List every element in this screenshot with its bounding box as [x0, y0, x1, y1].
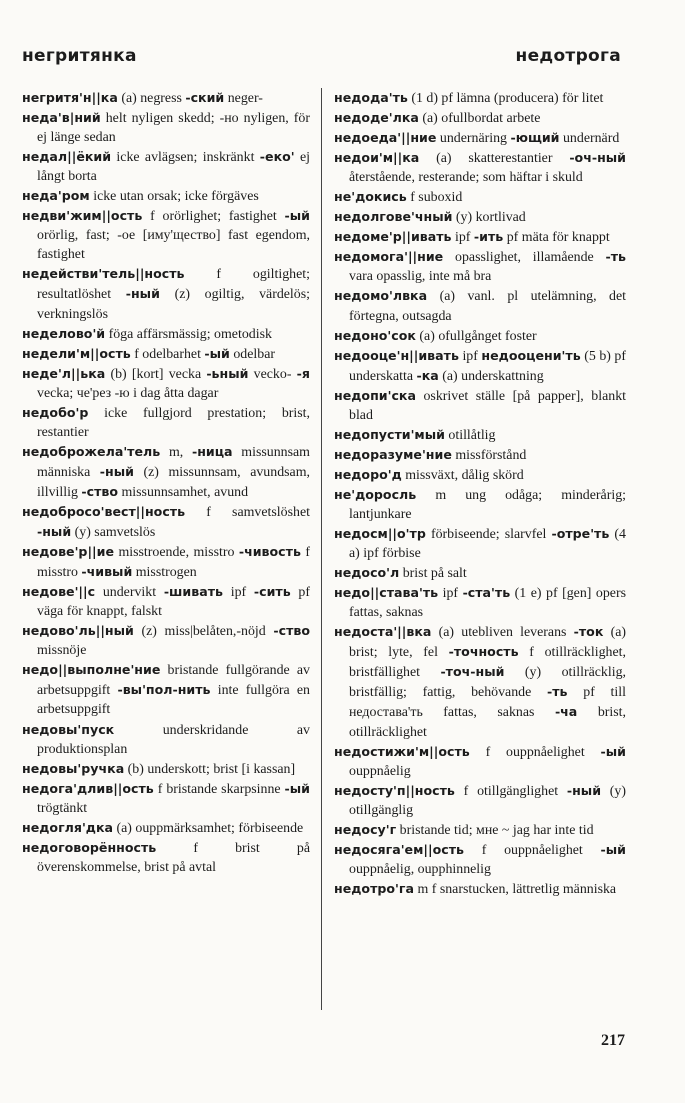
dictionary-entry — [334, 445, 626, 465]
definition: (z) missunnsam, avundsam, illvillig — [37, 464, 310, 500]
headword: -шивать — [163, 584, 223, 600]
headword: недове'р||ие — [22, 544, 115, 560]
headword: -вы'пол-нить — [117, 682, 211, 698]
dictionary-entry — [334, 207, 626, 227]
dictionary-entry — [22, 720, 310, 759]
definition: pf till недостава'ть fattas, saknas — [349, 685, 626, 721]
definition: undervikt — [95, 585, 164, 601]
definition: (1 d) pf lämna (producera) för litet — [407, 91, 604, 106]
dictionary-entry — [22, 660, 310, 719]
headword: неда'ром — [22, 188, 90, 204]
definition: (1 e) pf [gen] opers fattas, saknas — [349, 586, 626, 621]
definition: ipf — [222, 585, 254, 601]
definition: f samvetslöshet — [185, 504, 310, 520]
dictionary-entry — [334, 485, 626, 524]
headword: -ство — [81, 483, 119, 499]
definition: underskridande av produktionsplan — [37, 722, 310, 757]
definition: (a) negress — [117, 91, 186, 106]
headword: негритя'н||ка — [22, 90, 118, 105]
dictionary-entry — [22, 403, 310, 442]
headword: недои'м||ка — [334, 150, 420, 166]
headword: -ница — [191, 443, 233, 459]
definition: icke avlägsen; inskränkt — [111, 150, 260, 166]
left-column — [22, 88, 310, 877]
definition: ipf — [451, 230, 474, 246]
definition: (a) ofullbordat arbete — [418, 111, 541, 127]
headword: недоно'сок — [334, 327, 416, 343]
definition: undernäring — [436, 131, 511, 147]
dictionary-entry — [22, 818, 310, 838]
headword: неда'в|ний — [22, 110, 101, 126]
column-divider — [321, 88, 322, 1010]
headword: -чивый — [81, 564, 133, 580]
headword: -оч-ный — [569, 150, 626, 166]
headword: недоеда'||ние — [334, 130, 437, 146]
dictionary-entry — [334, 879, 626, 899]
dictionary-entry — [334, 742, 626, 781]
definition: (y) kortlivad — [452, 210, 526, 226]
dictionary-entry — [22, 108, 310, 147]
definition: missnöje — [37, 643, 87, 659]
definition: ipf — [458, 348, 482, 364]
dictionary-entry — [334, 563, 626, 583]
dictionary-entry — [22, 264, 310, 323]
headword: -ый — [204, 345, 230, 361]
headword: -ка — [416, 367, 439, 383]
headword: недопусти'мый — [334, 426, 445, 442]
headword: недосту'п||ность — [334, 782, 455, 798]
headword: недомога'||ние — [334, 249, 444, 265]
dictionary-entry — [334, 187, 626, 207]
headword: недомо'лвка — [334, 288, 428, 304]
dictionary-entry — [334, 247, 626, 286]
definition: (a) brist; lyte, fel — [349, 625, 627, 661]
dictionary-entry — [22, 542, 310, 582]
definition: f misstro — [37, 545, 310, 581]
definition: f suboxid — [406, 190, 463, 206]
right-guide-word: недотрога — [515, 46, 621, 66]
definition: inte fullgöra en arbetsuppgift — [37, 683, 310, 718]
headword: -ить — [473, 229, 504, 245]
headword: недействи'тель||ность — [22, 266, 185, 282]
headword: неде'л||ька — [22, 365, 106, 381]
headword: недобросо'вест||ность — [22, 503, 186, 519]
definition: föga affärsmässig; ometodisk — [105, 326, 272, 342]
headword: -отре'ть — [551, 526, 610, 542]
dictionary-entry — [334, 583, 626, 622]
definition: m ung odåga; minderårig; lantjunkare — [349, 487, 626, 522]
definition: f otillgänglighet — [454, 783, 567, 799]
dictionary-entry — [334, 840, 626, 879]
dictionary-entry — [22, 186, 310, 206]
definition: orörlig, fast; -ое [иму'щество] fast egendom, fastighet — [37, 228, 310, 263]
dictionary-entry — [334, 346, 626, 386]
definition: pf väga för knappt, falskt — [37, 585, 310, 620]
definition: förbiseende; slarvfel — [425, 527, 552, 543]
definition: missförstånd — [451, 447, 527, 463]
definition: (a) utebliven leverans — [431, 625, 574, 641]
headword: -я — [296, 365, 310, 381]
definition: brist, otillräcklighet — [349, 705, 626, 740]
headword: -точ-ный — [440, 664, 505, 680]
headword: -ть — [547, 684, 568, 700]
definition: undernärd — [559, 131, 620, 147]
headword: недобо'р — [22, 404, 89, 420]
headword: -ток — [573, 624, 604, 640]
headword: -ьный — [206, 365, 249, 381]
definition: m f snarstucken, lättretlig människa — [413, 881, 617, 897]
headword: недо||става'ть — [334, 585, 439, 601]
headword: не'докись — [334, 189, 407, 205]
dictionary-entry — [334, 88, 626, 108]
definition: (a) ouppmärksamhet; förbiseende — [113, 820, 304, 836]
dictionary-entry — [22, 324, 310, 344]
dictionary-entry — [22, 442, 310, 502]
dictionary-entry — [22, 759, 310, 779]
definition: (y) otillräcklig, bristfällig; fattig, behövande — [349, 665, 626, 701]
definition: (5 b) pf underskatta — [349, 348, 626, 384]
dictionary-entry — [22, 621, 310, 660]
definition: oskrivet ställe [på papper], blankt blad — [349, 388, 626, 423]
headword: недосу'г — [334, 821, 397, 837]
dictionary-entry — [22, 364, 310, 403]
dictionary-entry — [334, 326, 626, 346]
definition: odelbar — [229, 346, 275, 362]
headword: -ский — [185, 90, 225, 105]
headword: -ный — [99, 463, 134, 479]
definition: f otillräcklighet, bristfällighet — [349, 645, 626, 681]
definition: otillåtlig — [444, 427, 496, 443]
definition: (4 a) ipf förbise — [349, 527, 626, 562]
headword: недопи'ска — [334, 387, 416, 403]
headword: недоме'р||ивать — [334, 229, 452, 245]
dictionary-entry — [334, 128, 626, 148]
definition: trögtänkt — [37, 800, 88, 816]
definition: f ouppnåelighet — [463, 842, 601, 858]
dictionary-entry — [334, 108, 626, 128]
headword: -ный — [125, 286, 160, 302]
headword: недели'м||ость — [22, 345, 131, 361]
headword: не'доросль — [334, 486, 417, 502]
definition: f odelbarhet — [130, 346, 205, 362]
definition: f ogiltighet; resultatlöshet — [37, 267, 310, 303]
dictionary-entry — [334, 386, 626, 425]
headword: недоброжела'тель — [22, 443, 161, 459]
dictionary-entry — [334, 820, 626, 840]
definition: f ouppnåelighet — [469, 744, 601, 760]
definition: missunnsam människa — [37, 444, 310, 480]
dictionary-entry — [334, 465, 626, 485]
headword: недода'ть — [334, 90, 408, 105]
headword: недолгове'чный — [334, 209, 453, 225]
page-number: 217 — [601, 1032, 625, 1049]
headword: -ть — [605, 249, 626, 265]
definition: (y) samvetslös — [71, 525, 156, 541]
definition: neger- — [224, 91, 263, 106]
definition: missväxt, dålig skörd — [401, 467, 524, 483]
dictionary-entry — [22, 147, 310, 186]
left-guide-word: негритянка — [22, 46, 137, 66]
definition: misstrogen — [132, 565, 197, 581]
headword: недосяга'ем||ость — [334, 841, 464, 857]
definition: (b) [kort] vecka — [105, 366, 207, 382]
dictionary-entry — [334, 148, 626, 187]
dictionary-entry — [22, 779, 310, 818]
right-column — [334, 88, 626, 899]
headword: недове'||с — [22, 584, 96, 600]
headword: -ый — [284, 780, 310, 796]
headword: недал||ёкий — [22, 149, 112, 165]
definition: f orörlighet; fastighet — [142, 209, 285, 225]
definition: icke utan orsak; icke förgäves — [89, 189, 259, 205]
headword: недооцени'ть — [481, 347, 581, 363]
definition: (y) otillgänglig — [349, 783, 627, 818]
headword: -ый — [284, 208, 310, 224]
headword: -ый — [600, 743, 626, 759]
definition: brist på salt — [399, 566, 467, 582]
definition: ouppnåelig — [349, 763, 411, 779]
dictionary-entry — [334, 425, 626, 445]
headword: -точность — [448, 644, 519, 660]
headword: недотро'га — [334, 880, 414, 896]
headword: недово'ль||ный — [22, 623, 134, 639]
headword: недо||выполне'ние — [22, 662, 161, 678]
definition: f bristande skarpsinne — [153, 781, 285, 797]
definition: (z) miss|belåten,-nöjd — [133, 624, 274, 640]
headword: недовы'пуск — [22, 721, 115, 737]
dictionary-entry — [22, 88, 310, 108]
definition: pf mäta för knappt — [503, 230, 610, 246]
headword: -сить — [253, 584, 291, 600]
definition: ouppnåelig, oupphinnelig — [349, 861, 491, 877]
headword: -ющий — [510, 130, 560, 146]
headword: недосо'л — [334, 565, 400, 581]
definition: (z) ogiltig, värdelös; verkningslös — [37, 287, 311, 322]
definition: bristande fullgörande av arbetsuppgift — [37, 663, 310, 699]
definition: misstroende, misstro — [114, 545, 239, 561]
headword: недовы'ручка — [22, 760, 125, 776]
definition: (a) skatterestantier — [419, 151, 570, 167]
headword: недога'длив||ость — [22, 780, 154, 796]
dictionary-entry — [22, 838, 310, 877]
headword: -ный — [566, 782, 602, 798]
headword: -ста'ть — [462, 585, 511, 601]
headword: недооце'н||ивать — [334, 347, 459, 363]
headword: -ство — [273, 623, 310, 639]
headword: недогля'дка — [22, 819, 114, 835]
definition: bristande tid; мне ~ jag har inte tid — [396, 822, 594, 838]
dictionary-entry — [334, 286, 626, 325]
headword: -ча — [554, 704, 578, 720]
headword: -еко' — [259, 149, 295, 165]
dictionary-entry — [334, 781, 626, 820]
definition: f brist på överenskommelse, brist på avtal — [37, 840, 310, 875]
dictionary-entry — [334, 622, 626, 741]
headword: недоразуме'ние — [334, 446, 452, 462]
headword: -чивость — [238, 544, 301, 560]
definition: icke fullgjord prestation; brist, restantier — [37, 405, 310, 440]
headword: недви'жим||ость — [22, 208, 143, 224]
definition: ipf — [438, 586, 463, 602]
definition: opasslighet, illamående — [443, 250, 606, 266]
definition: vecka; че'рез -ю i dag åtta dagar — [37, 385, 219, 401]
definition: (b) underskott; brist [i kassan] — [124, 761, 296, 777]
definition: missunnsamhet, avund — [118, 484, 249, 500]
dictionary-entry — [22, 206, 310, 264]
definition: återstående, resterande; som häftar i skuld — [349, 170, 583, 186]
dictionary-entry — [334, 524, 626, 563]
dictionary-entry — [22, 502, 310, 542]
headword: недоговорённость — [22, 839, 157, 855]
definition: (a) vanl. pl utelämning, det förtegna, outsagda — [349, 289, 626, 324]
definition: m, — [160, 444, 192, 460]
dictionary-entry — [22, 344, 310, 364]
headword: неделово'й — [22, 325, 106, 341]
headword: недостижи'м||ость — [334, 743, 470, 759]
headword: недоста'||вка — [334, 624, 432, 640]
dictionary-entry — [334, 227, 626, 247]
definition: vecko- — [248, 366, 297, 382]
definition: (a) underskattning — [438, 368, 544, 384]
headword: недоде'лка — [334, 110, 419, 126]
definition: ej långt borta — [37, 150, 311, 185]
headword: недосм||о'тр — [334, 526, 426, 542]
definition: (a) ofullgånget foster — [415, 328, 537, 344]
headword: -ный — [37, 524, 72, 540]
definition: vara opasslig, inte må bra — [349, 269, 492, 285]
headword: недоро'д — [334, 466, 402, 482]
dictionary-entry — [22, 582, 310, 621]
headword: -ый — [600, 841, 626, 857]
definition: helt nyligen skedd; -но nyligen, för ej länge sedan — [37, 111, 310, 146]
